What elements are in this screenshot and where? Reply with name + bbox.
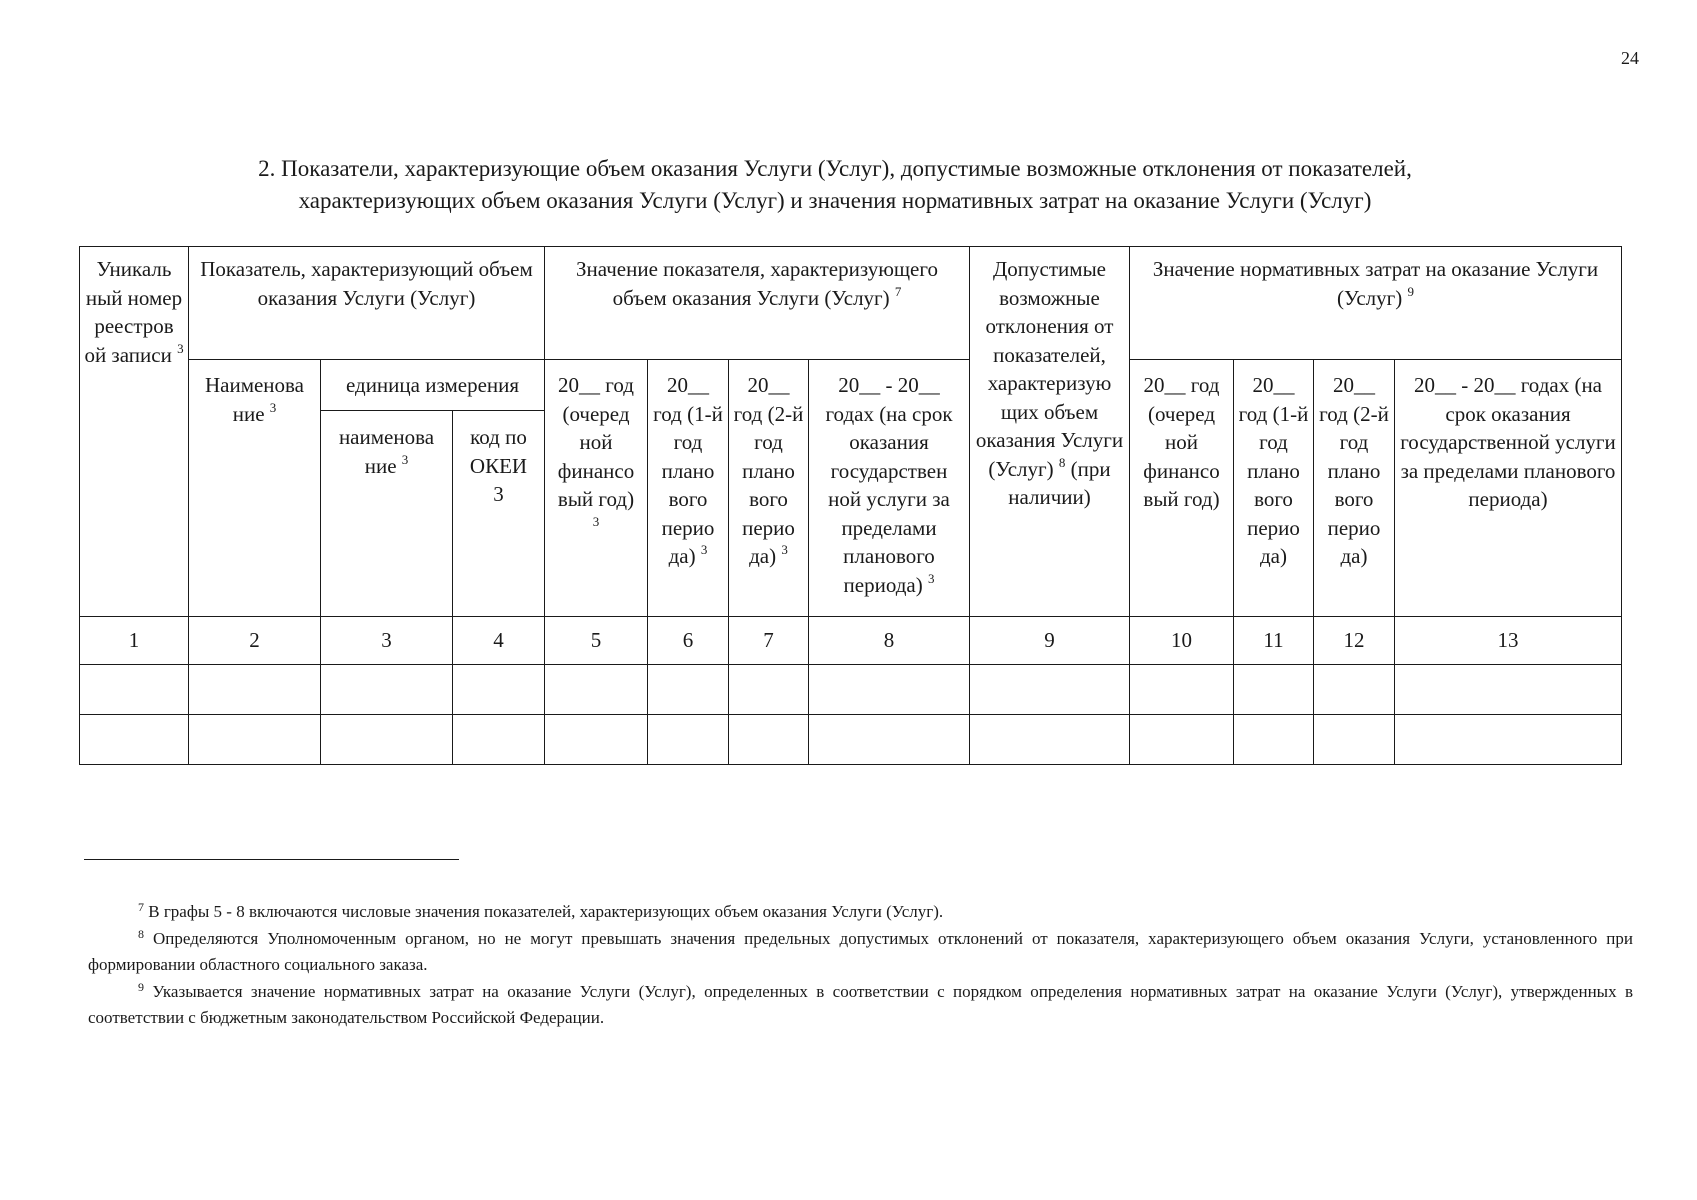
empty-cell[interactable]	[1395, 715, 1622, 765]
column-number: 5	[545, 617, 648, 665]
empty-cell[interactable]	[1234, 715, 1314, 765]
empty-cell[interactable]	[1234, 665, 1314, 715]
header-indicator-group: Показатель, характеризующий объем оказания Услуги (Услуг)	[189, 247, 545, 360]
header-indicator-name: Наименова ние $^3$	[189, 360, 321, 617]
header-value-planning-year-1: 20__ год (1-й год плано вого перио да) $^3$	[648, 360, 729, 617]
column-number: 12	[1314, 617, 1395, 665]
header-unit-group: единица измерения	[321, 360, 545, 411]
section-title	[140, 153, 1530, 217]
column-number: 10	[1130, 617, 1234, 665]
column-number: 7	[729, 617, 809, 665]
footnote-9: $^9$ Указывается значение нормативных затрат на оказание Услуги (Услуг), определенных в соответствии с порядком определения нормативных затрат на оказание Услуги (Услуг), утвержденных в соответствии с бюджетным законодательством Российской Федерации.	[88, 980, 1634, 1027]
empty-cell[interactable]	[729, 665, 809, 715]
empty-cell[interactable]	[1314, 715, 1395, 765]
empty-cell[interactable]	[1314, 665, 1395, 715]
empty-cell[interactable]	[729, 715, 809, 765]
empty-cell[interactable]	[970, 715, 1130, 765]
empty-cell[interactable]	[189, 715, 321, 765]
footnote-7: $^7$ В графы 5 - 8 включаются числовые значения показателей, характеризующих объем оказания Услуги (Услуг).	[138, 900, 944, 921]
empty-cell[interactable]	[970, 665, 1130, 715]
header-allowed-deviations: Допустимые возможные отклонения от показателей, характеризую щих объем оказания Услуги (Услуг) $^8$ (при наличии)	[970, 247, 1130, 617]
header-cost-planning-year-1: 20__ год (1-й год плано вого перио да)	[1234, 360, 1314, 617]
section-title-line-1: 2. Показатели, характеризующие объем оказания Услуги (Услуг), допустимые возможные отклонения от показателей,	[258, 156, 1412, 181]
empty-cell[interactable]	[453, 715, 545, 765]
empty-cell[interactable]	[648, 665, 729, 715]
empty-cell[interactable]	[1130, 665, 1234, 715]
empty-cell[interactable]	[321, 665, 453, 715]
header-cost-planning-year-2: 20__ год (2-й год плано вого перио да)	[1314, 360, 1395, 617]
empty-cell[interactable]	[648, 715, 729, 765]
indicators-table	[79, 246, 1622, 765]
header-cost-beyond-period: 20__ - 20__ годах (на срок оказания государственной услуги за пределами планового периода)	[1395, 360, 1622, 617]
column-numbers-row	[80, 617, 1622, 665]
column-number: 13	[1395, 617, 1622, 665]
empty-cell[interactable]	[1395, 665, 1622, 715]
header-cost-current-year: 20__ год (очеред ной финансо вый год)	[1130, 360, 1234, 617]
empty-cell[interactable]	[80, 715, 189, 765]
empty-cell[interactable]	[453, 665, 545, 715]
empty-cell[interactable]	[809, 715, 970, 765]
column-number: 9	[970, 617, 1130, 665]
footnote-separator	[84, 859, 459, 860]
section-title-line-2: характеризующих объем оказания Услуги (Услуг) и значения нормативных затрат на оказание Услуги (Услуг)	[298, 188, 1372, 213]
empty-cell[interactable]	[1130, 715, 1234, 765]
empty-table-row	[80, 665, 1622, 715]
footnote-8: $^8$ Определяются Уполномоченным органом, но не могут превышать значения предельных допустимых отклонений от показателя, характеризующего объем оказания Услуги, установленного при формировании областного социального заказа.	[88, 927, 1634, 974]
empty-cell[interactable]	[545, 665, 648, 715]
empty-cell[interactable]	[545, 715, 648, 765]
header-value-current-year: 20__ год (очеред ной финансо вый год) $^3$	[545, 360, 648, 617]
empty-cell[interactable]	[809, 665, 970, 715]
header-value-beyond-period: 20__ - 20__ годах (на срок оказания государствен ной услуги за пределами планового периода) $^3$	[809, 360, 970, 617]
empty-cell[interactable]	[80, 665, 189, 715]
header-value-group: Значение показателя, характеризующего объем оказания Услуги (Услуг) $^7$	[545, 247, 970, 360]
column-number: 4	[453, 617, 545, 665]
column-number: 3	[321, 617, 453, 665]
header-unit-name: наименова ние $^3$	[321, 411, 453, 617]
page-number: 24	[1621, 48, 1639, 68]
header-normative-costs-group: Значение нормативных затрат на оказание Услуги (Услуг) $^9$	[1130, 247, 1622, 360]
column-number: 2	[189, 617, 321, 665]
column-number: 6	[648, 617, 729, 665]
column-number: 8	[809, 617, 970, 665]
header-value-planning-year-2: 20__ год (2-й год плано вого перио да) $^3$	[729, 360, 809, 617]
empty-cell[interactable]	[189, 665, 321, 715]
empty-cell[interactable]	[321, 715, 453, 765]
header-unit-okei-code: код по ОКЕИ 3	[453, 411, 545, 617]
header-registry-number: Уникаль ный номер реестров ой записи $^3$	[80, 247, 189, 617]
column-number: 11	[1234, 617, 1314, 665]
empty-table-row	[80, 715, 1622, 765]
column-number: 1	[80, 617, 189, 665]
